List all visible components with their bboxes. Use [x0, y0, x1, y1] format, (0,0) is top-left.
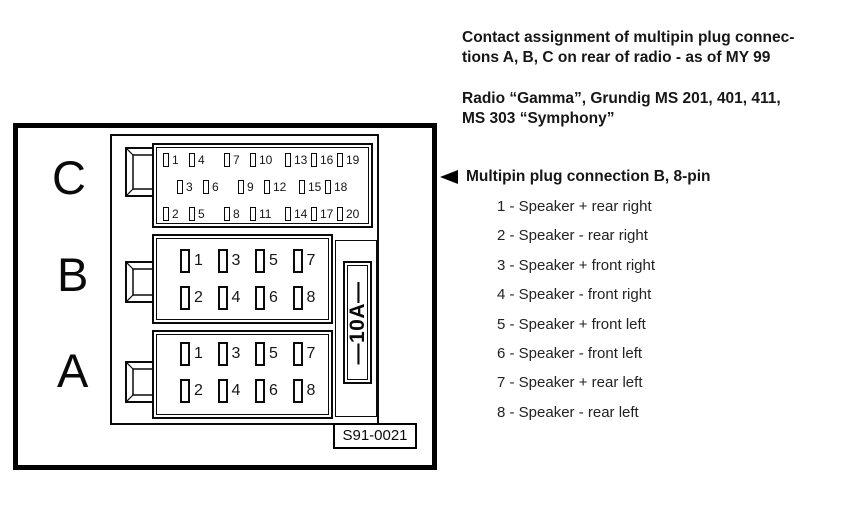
pin-14: [285, 207, 311, 221]
pin-contact-icon: [293, 249, 303, 273]
connector-c-pin-row: [163, 151, 369, 169]
pin-number: 12: [273, 180, 287, 194]
pin-contact-icon: [337, 207, 343, 221]
pin-5: [189, 207, 215, 221]
pin-contact-icon: [285, 153, 291, 167]
pin-number: 1: [194, 345, 203, 362]
pin-5: [255, 342, 293, 366]
pin-number: 4: [231, 382, 241, 399]
connector-keying-tabs-icon: [118, 140, 154, 410]
pin-4: [218, 286, 256, 310]
pin-contact-icon: [177, 180, 183, 194]
fuse-rating-label: —10A—: [345, 280, 369, 365]
pin-number: 3: [231, 252, 241, 269]
pin-contact-icon: [311, 207, 317, 221]
pin-number: 6: [269, 289, 278, 306]
intro-paragraph-2: [462, 89, 781, 129]
pin-1: [163, 153, 189, 167]
pin-1: [180, 342, 218, 366]
intro-paragraph-1: [462, 28, 794, 68]
pin-number: 3: [231, 345, 241, 362]
pin-17: [311, 207, 337, 221]
pin-assignment: 4 - Speaker - front right: [497, 286, 652, 304]
pin-7: [224, 153, 250, 167]
pin-contact-icon: [293, 286, 303, 310]
pin-contact-icon: [337, 153, 343, 167]
pin-contact-icon: [218, 379, 228, 403]
pin-contact-icon: [250, 153, 256, 167]
pin-8: [293, 379, 331, 403]
figure-number: S91-0021: [342, 427, 408, 444]
pin-number: 7: [306, 345, 316, 362]
pin-number: 7: [233, 153, 240, 167]
connector-a-pin-row: [180, 378, 330, 404]
callout-left-arrow-icon: [440, 170, 458, 184]
pin-number: 3: [186, 180, 193, 194]
pin-16: [311, 153, 337, 167]
pin-number: 8: [306, 382, 316, 399]
pin-number: 16: [320, 153, 334, 167]
pin-contact-icon: [180, 249, 190, 273]
pin-2: [180, 379, 218, 403]
fuse-10a: [343, 261, 372, 384]
connector-b-pin-row: [180, 248, 330, 274]
pin-9: [238, 180, 264, 194]
pin-contact-icon: [218, 286, 228, 310]
pin-3: [218, 249, 256, 273]
pin-contact-icon: [250, 207, 256, 221]
intro-line: Contact assignment of multipin plug connec-: [462, 29, 795, 46]
pin-13: [285, 153, 311, 167]
pin-number: 2: [194, 382, 203, 399]
pin-number: 2: [172, 207, 179, 221]
intro-line: Radio “Gamma”, Grundig MS 201, 401, 411,: [462, 90, 781, 107]
pin-assignment: 6 - Speaker - front left: [497, 344, 643, 362]
pin-assignment: 3 - Speaker + front right: [497, 256, 655, 274]
pin-number: 5: [269, 252, 278, 269]
connector-a-pins: [180, 341, 330, 404]
pin-number: 2: [194, 289, 203, 306]
pin-7: [293, 342, 331, 366]
pin-contact-icon: [255, 342, 265, 366]
pin-contact-icon: [285, 207, 291, 221]
pin-contact-icon: [299, 180, 305, 194]
pin-6: [255, 379, 293, 403]
pin-contact-icon: [224, 207, 230, 221]
connector-b-label: B: [57, 248, 89, 301]
pin-2: [180, 286, 218, 310]
pin-number: 17: [320, 207, 334, 221]
pin-contact-icon: [224, 153, 230, 167]
pin-contact-icon: [255, 249, 265, 273]
pin-4: [218, 379, 256, 403]
pin-2: [163, 207, 189, 221]
pin-number: 5: [198, 207, 205, 221]
pin-5: [255, 249, 293, 273]
pin-12: [264, 180, 290, 194]
pin-8: [224, 207, 250, 221]
pin-assignment: 7 - Speaker + rear left: [497, 374, 643, 392]
pin-contact-icon: [238, 180, 244, 194]
pin-number: 19: [346, 153, 360, 167]
pin-contact-icon: [180, 286, 190, 310]
pin-number: 4: [231, 289, 241, 306]
pin-contact-icon: [189, 153, 195, 167]
connector-c-label: C: [52, 151, 86, 204]
pin-contact-icon: [180, 379, 190, 403]
connector-b-pin-row: [180, 285, 330, 311]
pin-number: 14: [294, 207, 308, 221]
pin-number: 9: [247, 180, 254, 194]
pin-15: [299, 180, 325, 194]
connector-c-pins: [163, 151, 369, 223]
pin-assignment: 8 - Speaker - rear left: [497, 403, 639, 421]
pin-19: [337, 153, 363, 167]
pin-3: [218, 342, 256, 366]
pin-number: 18: [334, 180, 348, 194]
pin-7: [293, 249, 331, 273]
pin-number: 20: [346, 207, 360, 221]
pin-contact-icon: [255, 286, 265, 310]
pin-number: 6: [269, 382, 278, 399]
connector-c-pin-row: [177, 178, 369, 196]
pin-contact-icon: [255, 379, 265, 403]
pin-contact-icon: [325, 180, 331, 194]
connector-a-label: A: [57, 344, 89, 397]
pin-4: [189, 153, 215, 167]
intro-line: tions A, B, C on rear of radio - as of MY 99: [462, 49, 771, 66]
pin-contact-icon: [264, 180, 270, 194]
pin-number: 10: [259, 153, 273, 167]
pin-contact-icon: [311, 153, 317, 167]
pin-number: 5: [269, 345, 278, 362]
pin-10: [250, 153, 276, 167]
figure-number-box: [333, 423, 417, 449]
pin-3: [177, 180, 203, 194]
pin-contact-icon: [218, 342, 228, 366]
pin-assignment: 2 - Speaker - rear right: [497, 227, 648, 245]
pin-number: 8: [233, 207, 240, 221]
pin-20: [337, 207, 363, 221]
pin-8: [293, 286, 331, 310]
callout-title: Multipin plug connection B, 8-pin: [466, 168, 711, 185]
pin-number: 6: [212, 180, 219, 194]
pin-contact-icon: [163, 153, 169, 167]
pin-number: 15: [308, 180, 322, 194]
connector-b-pins: [180, 248, 330, 311]
pin-number: 4: [198, 153, 205, 167]
pin-number: 11: [259, 207, 272, 221]
pin-11: [250, 207, 276, 221]
pin-1: [180, 249, 218, 273]
pin-contact-icon: [163, 207, 169, 221]
pin-assignment: 1 - Speaker + rear right: [497, 198, 652, 215]
intro-line: MS 303 “Symphony”: [462, 110, 615, 127]
pin-18: [325, 180, 351, 194]
pin-number: 13: [294, 153, 308, 167]
pin-contact-icon: [189, 207, 195, 221]
pin-number: 1: [194, 252, 203, 269]
pin-contact-icon: [203, 180, 209, 194]
pin-number: 7: [306, 252, 316, 269]
pin-number: 8: [306, 289, 316, 306]
pin-contact-icon: [293, 379, 303, 403]
pin-assignment-list: [497, 192, 655, 427]
pin-contact-icon: [293, 342, 303, 366]
pin-assignment: 5 - Speaker + front left: [497, 315, 646, 333]
pin-contact-icon: [218, 249, 228, 273]
connector-a-pin-row: [180, 341, 330, 367]
connector-c-pin-row: [163, 205, 369, 223]
pin-6: [255, 286, 293, 310]
pin-contact-icon: [180, 342, 190, 366]
pin-number: 1: [172, 153, 179, 167]
pin-6: [203, 180, 229, 194]
